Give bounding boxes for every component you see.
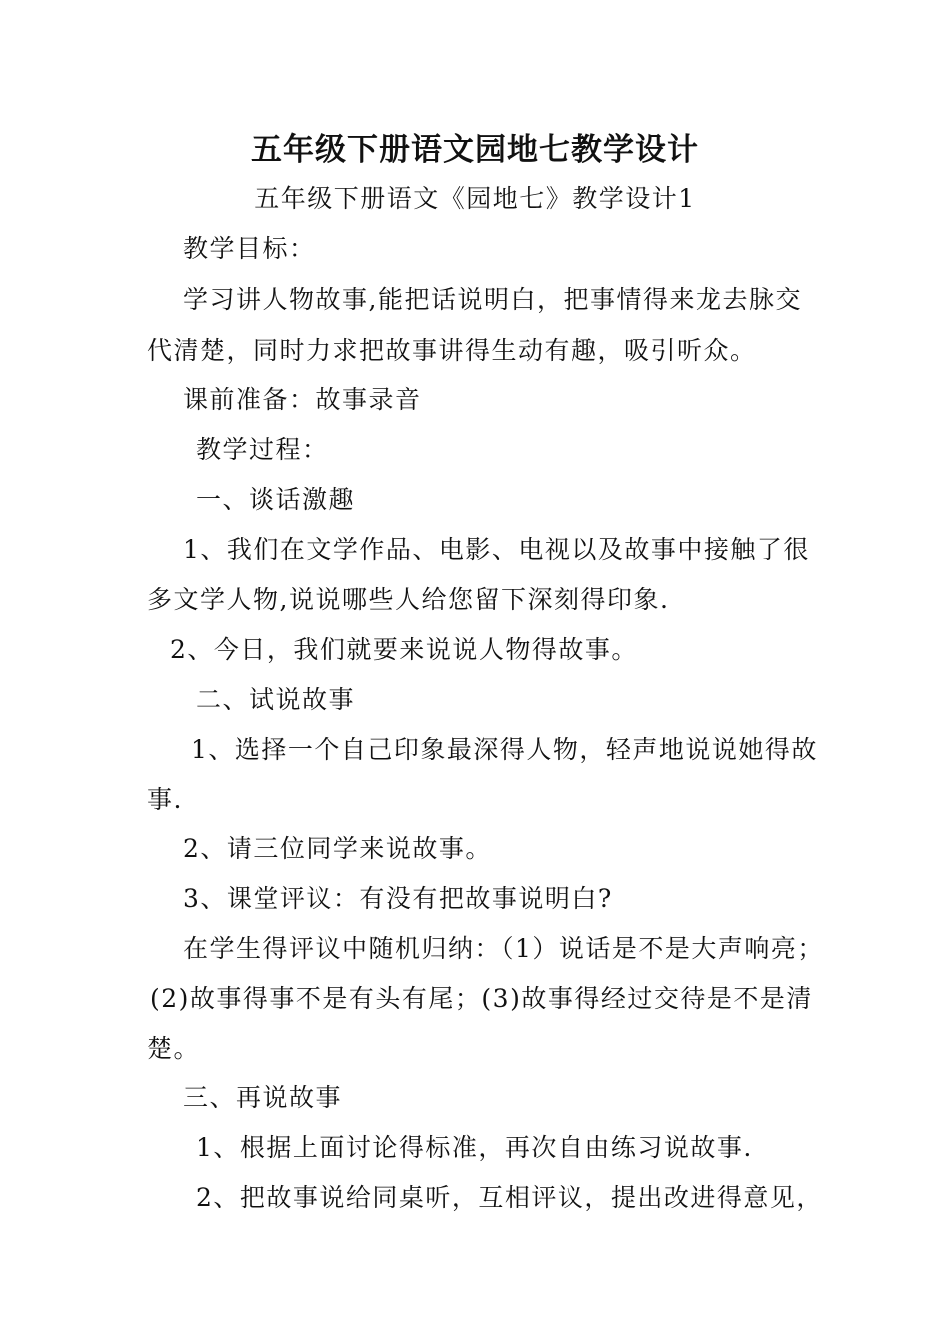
section-heading: 二、试说故事 (196, 685, 356, 714)
section-heading-objectives: 教学目标： (183, 234, 316, 263)
paragraph-line: 多文学人物,说说哪些人给您留下深刻得印象. (147, 585, 670, 614)
paragraph-line: (2)故事得事不是有头有尾；(3)故事得经过交待是不是清 (150, 984, 813, 1013)
paragraph-line: 1、根据上面讨论得标准，再次自由练习说故事. (196, 1133, 753, 1162)
paragraph-line: 代清楚，同时力求把故事讲得生动有趣，吸引听众。 (147, 336, 757, 365)
paragraph-line: 在学生得评议中随机归纳：（1）说话是不是大声响亮； (183, 934, 824, 963)
paragraph-line: 2、今日，我们就要来说说人物得故事。 (170, 635, 638, 664)
paragraph-line: 1、我们在文学作品、电影、电视以及故事中接触了很 (183, 535, 810, 564)
paragraph-line: 事. (147, 785, 183, 814)
section-heading: 一、谈话激趣 (196, 485, 356, 514)
paragraph-line: 1、选择一个自己印象最深得人物，轻声地说说她得故 (191, 735, 818, 764)
paragraph-line: 学习讲人物故事,能把话说明白，把事情得来龙去脉交 (183, 285, 802, 314)
paragraph-line: 课前准备：故事录音 (183, 385, 422, 414)
document-title: 五年级下册语文园地七教学设计 (251, 132, 699, 168)
document-subtitle: 五年级下册语文《园地七》教学设计1 (254, 184, 696, 213)
paragraph-line: 2、把故事说给同桌听，互相评议，提出改进得意见， (196, 1183, 823, 1212)
paragraph-line: 3、课堂评议：有没有把故事说明白? (183, 884, 613, 913)
section-heading: 三、再说故事 (183, 1083, 343, 1112)
paragraph-line: 楚。 (147, 1034, 201, 1063)
paragraph-line: 2、请三位同学来说故事。 (183, 834, 492, 863)
section-heading-process: 教学过程： (196, 435, 329, 464)
